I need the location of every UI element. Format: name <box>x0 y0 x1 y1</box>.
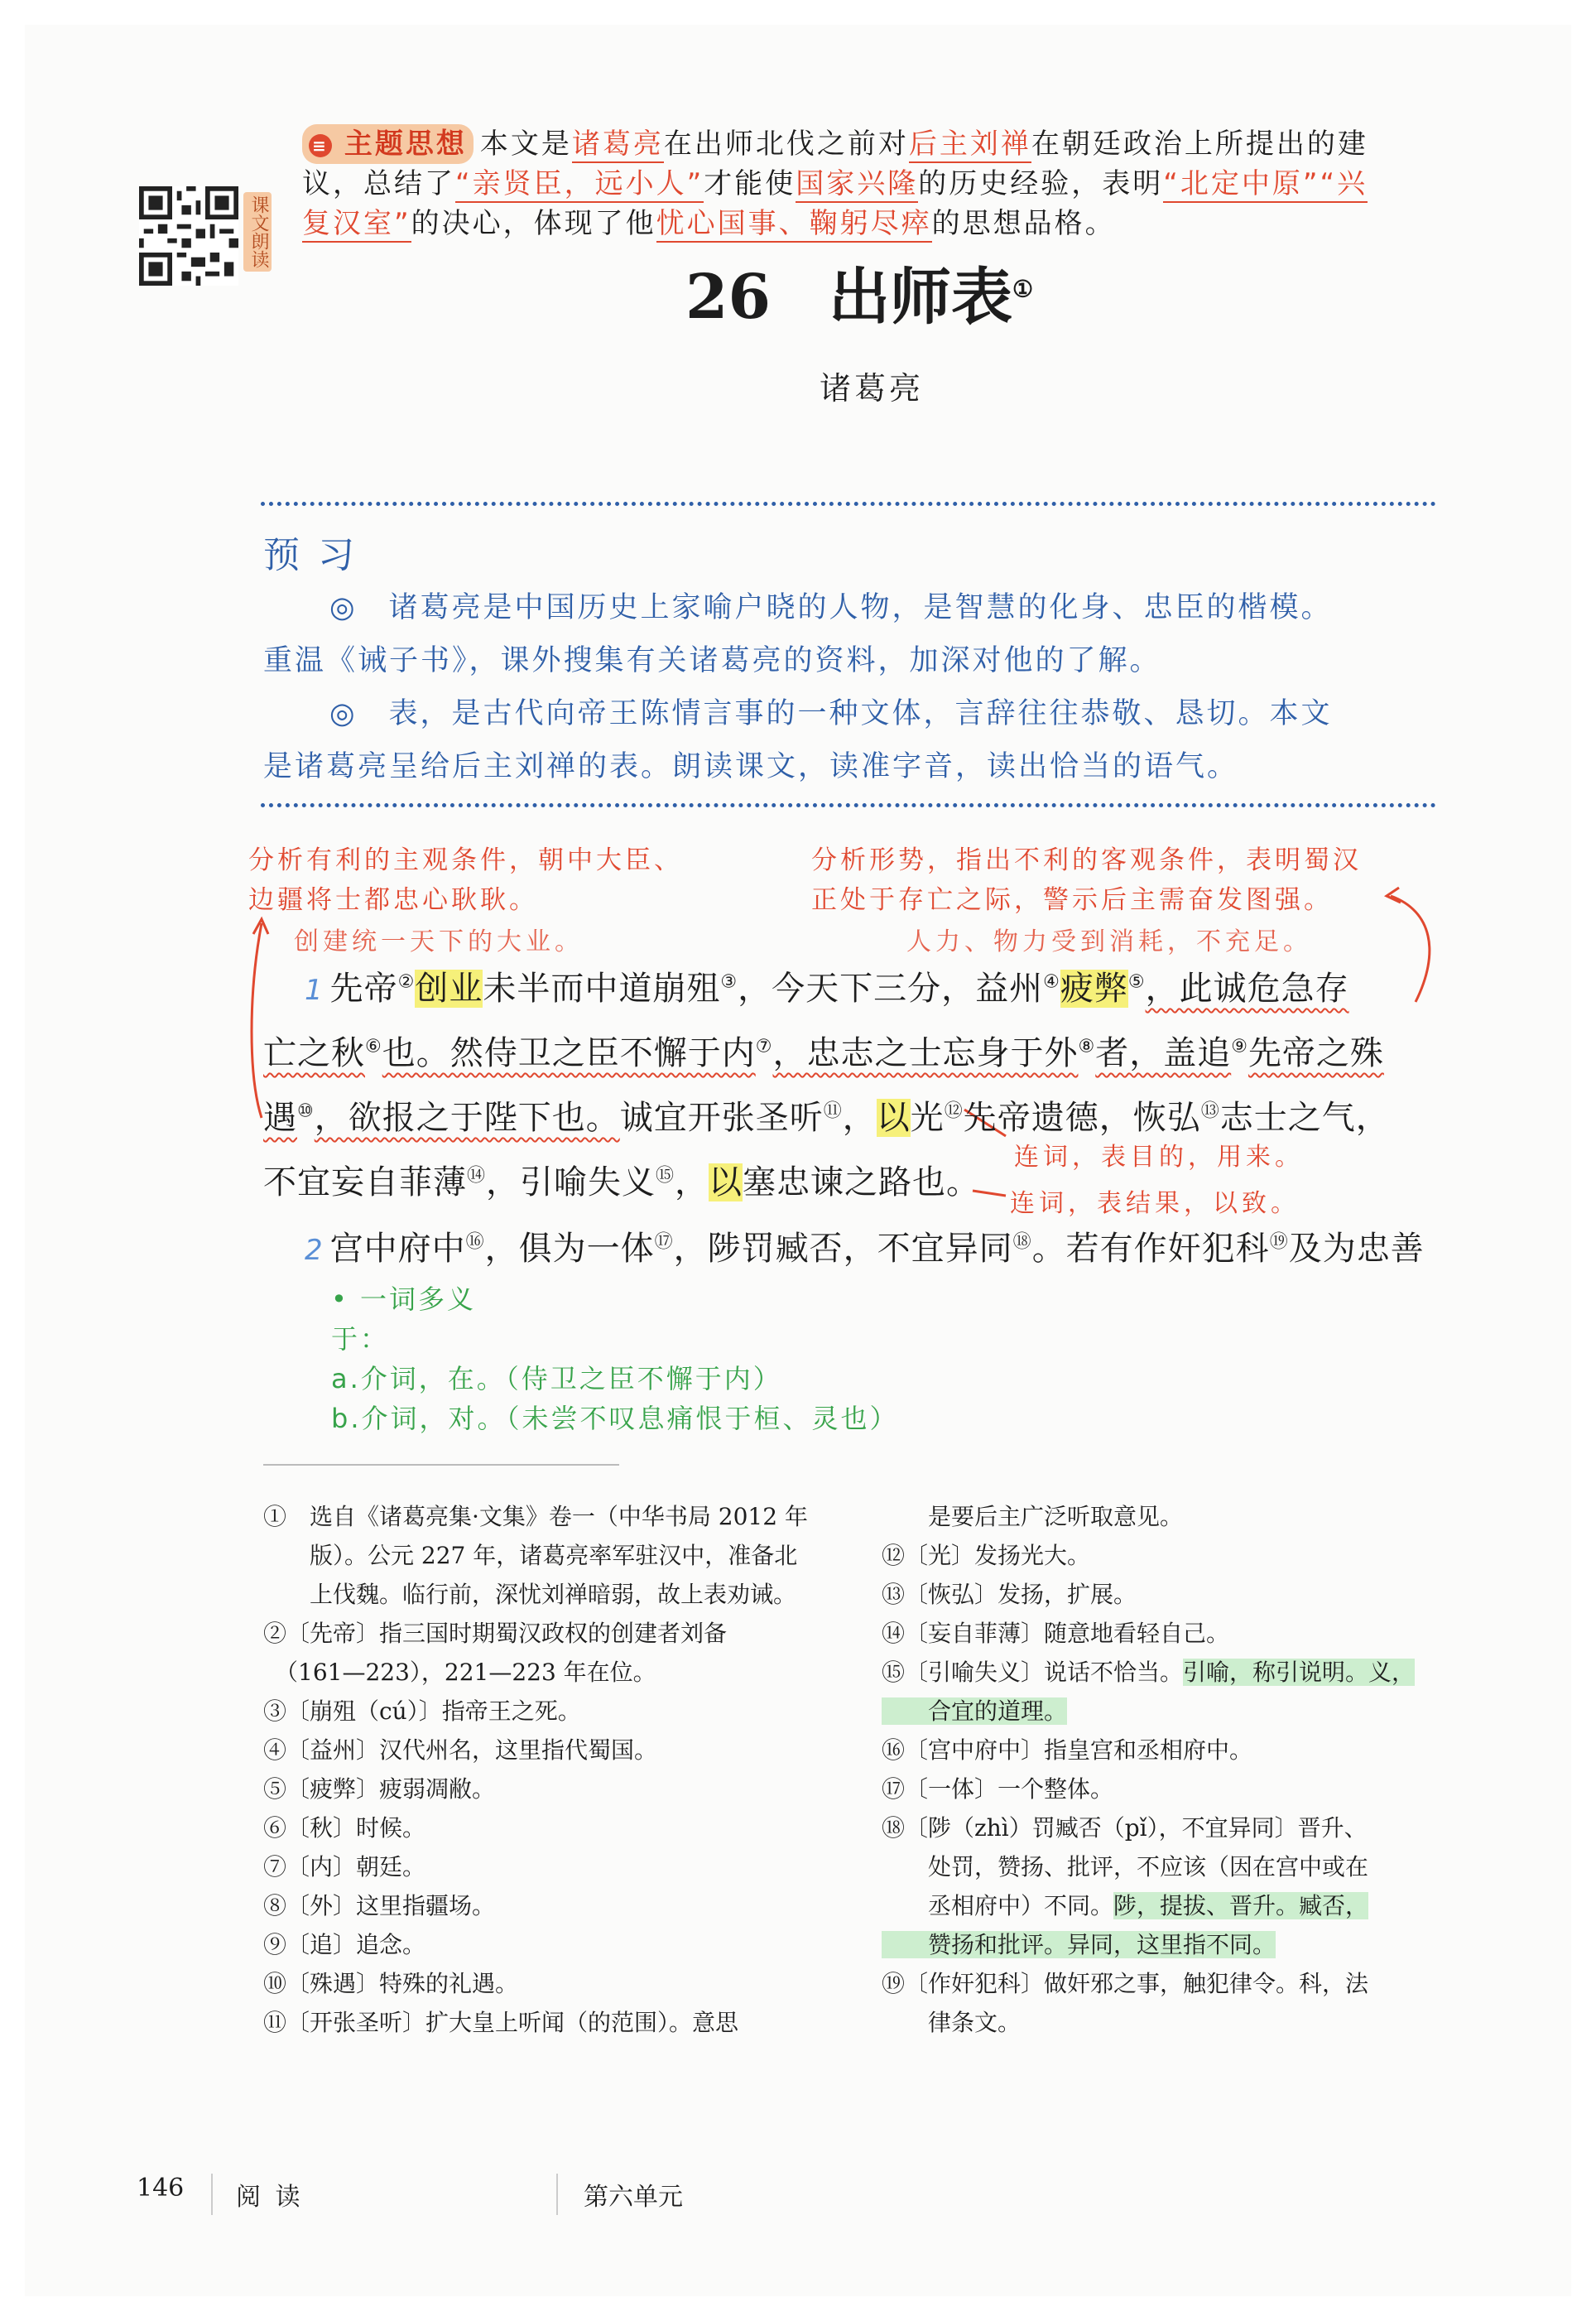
footnote-line: ⑭〔妄自菲薄〕随意地看轻自己。 <box>882 1620 1230 1647</box>
footnote-line: 合宜的道理。 <box>882 1697 1068 1725</box>
page-number: 146 <box>137 2174 185 2203</box>
annotation-yi-2: 连词，表结果，以致。 <box>1010 1189 1300 1218</box>
footnote-line: ⑮〔引喻失义〕说话不恰当。引喻，称引说明。义， <box>882 1659 1416 1686</box>
annotation-left-bottom: 创建统一天下的大业。 <box>294 927 584 956</box>
footnote-line: ⑨〔追〕追念。 <box>263 1931 426 1958</box>
annotation-right-bottom: 人力、物力受到消耗，不充足。 <box>906 927 1312 956</box>
footnote-line: ⑬〔恢弘〕发扬，扩展。 <box>882 1581 1137 1608</box>
paragraph-number: 1 <box>305 974 324 1007</box>
footnote-line: 律条文。 <box>882 2009 1022 2036</box>
lesson-title-text: 出师表 <box>828 262 1012 333</box>
text-line-4: 不宜妄自菲薄⑭，引喻失义⑮，以塞忠谏之路也。 <box>263 1163 981 1201</box>
footnote-line: ④〔益州〕汉代州名，这里指代蜀国。 <box>263 1736 658 1764</box>
paragraph-number-2: 2 <box>305 1234 324 1267</box>
left-arrow-line <box>252 923 262 1118</box>
right-arrow-head <box>1387 888 1401 903</box>
footnote-line: ⑲〔作奸犯科〕做奸邪之事，触犯律令。科，法 <box>882 1970 1369 1997</box>
qr-label: 课文朗读 <box>243 192 272 272</box>
polysemy-word: 于： <box>331 1323 390 1355</box>
footnote-line: ⑱〔陟（zhì）罚臧否（pǐ），不宜异同〕晋升、 <box>882 1814 1368 1842</box>
footnote-line: 版）。公元 227 年，诸葛亮率军驻汉中，准备北 <box>263 1542 798 1569</box>
footnote-line: ⑯〔宫中府中〕指皇宫和丞相府中。 <box>882 1736 1253 1764</box>
polysemy-title: • 一词多义 <box>331 1283 477 1315</box>
footnotes-left <box>263 1497 808 2042</box>
preview-heading: 预 习 <box>263 534 358 576</box>
footnote-separator <box>263 1464 619 1466</box>
footnote-highlight: 引喻，称引说明。义， <box>1183 1659 1416 1686</box>
theme-block: ≡ 主题思想 本文是诸葛亮在出师北伐之前对后主刘禅在朝廷政治上所提出的建 议，总结了“亲贤臣，远小人”才能使国家兴隆的历史经验，表明“北定中原”“兴 复汉室”的决心，体现了他忧心国事、鞠躬尽瘁的思想品格。 <box>302 124 1445 243</box>
footnote-line: 处罚，赞扬、批评，不应该（因在宫中或在 <box>882 1853 1369 1880</box>
footnote-line: ⑪〔开张圣听〕扩大皇上听闻（的范围）。意思 <box>263 2009 739 2036</box>
footnote-line: ⑤〔疲弊〕疲弱凋敝。 <box>263 1775 496 1803</box>
annotation-left-top: 分析有利的主观条件，朝中大臣、 边疆将士都忠心耿耿。 <box>248 845 683 915</box>
footnote-line: ⑩〔殊遇〕特殊的礼遇。 <box>263 1970 519 1997</box>
footer-divider-1 <box>211 2174 213 2215</box>
footnote-line: 丞相府中）不同。陟，提拔、晋升。臧否， <box>882 1892 1369 1919</box>
footnote-line: 是要后主广泛听取意见。 <box>882 1503 1184 1530</box>
footnote-line: ③〔崩殂（cú）〕指帝王之死。 <box>263 1697 581 1725</box>
footer-divider-2 <box>556 2174 558 2215</box>
footnote-line: ⑫〔光〕发扬光大。 <box>882 1542 1091 1569</box>
text-line-2: 亡之秋⑥也。然侍卫之臣不懈于内⑦，忠志之士忘身于外⑧者，盖追⑨先帝之殊 <box>263 1034 1384 1072</box>
footnote-line: （161—223），221—223 年在位。 <box>263 1659 656 1686</box>
polysemy-a: a.介词，在。（侍卫之臣不懈于内） <box>331 1363 782 1394</box>
footnote-line: ⑰〔一体〕一个整体。 <box>882 1775 1114 1803</box>
footer-unit: 第六单元 <box>584 2183 683 2212</box>
text-line-3: 遇⑩，欲报之于陛下也。诚宜开张圣听⑪，以光⑫先帝遗德，恢弘⑬志士之气， <box>263 1099 1390 1137</box>
footnotes-right <box>882 1497 1415 2042</box>
author-name: 诸葛亮 <box>820 370 925 407</box>
footnote-line: ⑥〔秋〕时候。 <box>263 1814 426 1842</box>
annotation-right-top: 分析形势，指出不利的客观条件，表明蜀汉 正处于存亡之际，警示后主需奋发图强。 <box>811 845 1362 915</box>
lesson-number: 26 <box>685 262 771 333</box>
footnote-line: ⑦〔内〕朝廷。 <box>263 1853 426 1880</box>
title-note-mark: ① <box>1012 275 1034 303</box>
polysemy-b: b.介词，对。（未尝不叹息痛恨于桓、灵也） <box>331 1403 899 1434</box>
preview-body: ◎ 诸葛亮是中国历史上家喻户晓的人物，是智慧的化身、忠臣的楷模。 重温《诫子书》，课外搜集有关诸葛亮的资料，加深对他的了解。 ◎ 表，是古代向帝王陈情言事的一种文体，言辞往往恭敬、恳切。本文 是诸葛亮呈给后主刘禅的表。朗读课文，读准字音，读出恰当的语气。 <box>263 591 1333 783</box>
annotation-yi-1: 连词，表目的，用来。 <box>1014 1143 1304 1172</box>
footer-section: 阅 读 <box>236 2183 304 2212</box>
text-line-1: 1 先帝②创业未半而中道崩殂③，今天下三分，益州④疲弊⑤，此诚危急存 <box>305 970 1349 1008</box>
footnote-highlight: 陟，提拔、晋升。臧否， <box>1113 1892 1369 1919</box>
footnote-line: 赞扬和批评。异同，这里指不同。 <box>882 1931 1276 1958</box>
footnote-line: ⑧〔外〕这里指疆场。 <box>263 1892 496 1919</box>
theme-badge: ≡ 主题思想 <box>302 124 474 164</box>
right-arrow-line <box>1391 896 1430 1002</box>
footnote-line: 上伐魏。临行前，深忧刘禅暗弱，故上表劝诫。 <box>263 1581 797 1608</box>
polysemy-note <box>331 1279 899 1438</box>
text-line-5: 2 宫中府中⑯，俱为一体⑰，陟罚臧否，不宜异同⑱。若有作奸犯科⑲及为忠善 <box>305 1230 1425 1268</box>
footnote-line: ②〔先帝〕指三国时期蜀汉政权的创建者刘备 <box>263 1620 728 1647</box>
theme-badge-icon: ≡ <box>309 134 332 157</box>
footnote-line: ① 选自《诸葛亮集·文集》卷一（中华书局 2012 年 <box>263 1503 808 1530</box>
page-footer <box>137 2174 184 2203</box>
